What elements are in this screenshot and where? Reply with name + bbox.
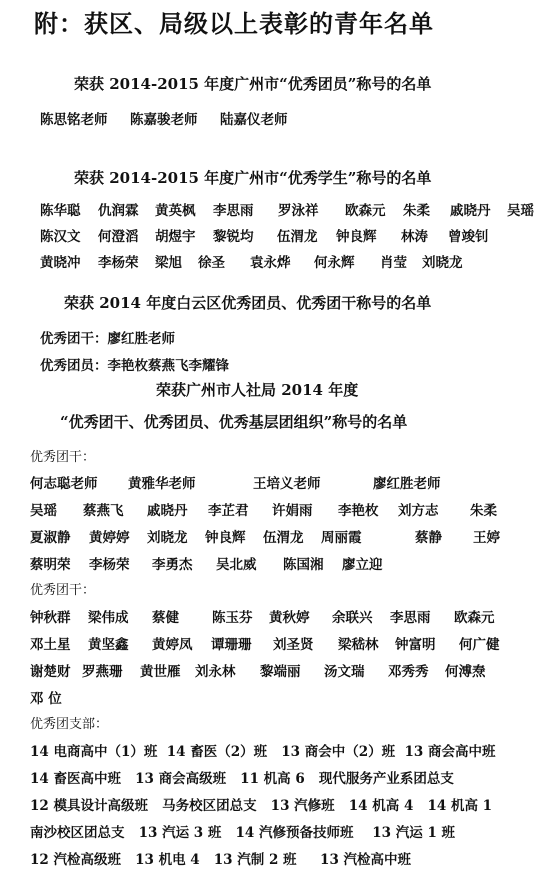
label-branch: 优秀团支部： [30, 717, 109, 732]
s4-member-row2 [30, 526, 513, 546]
person-name: 陈嘉骏老师 [130, 112, 198, 128]
person-name: 李耀锋 [188, 358, 229, 374]
person-name: 黄秋婷 [269, 610, 310, 626]
person-name: 李思雨 [390, 610, 431, 626]
section-title-excellent-students: 荣获 2014-2015 年度广州市“优秀学生”称号的名单 [74, 169, 432, 187]
section-title-hr-bureau-2: “优秀团干、优秀团员、优秀基层团组织”称号的名单 [60, 413, 408, 431]
person-name: 戚晓丹 [450, 203, 491, 219]
person-name: 刘晓龙 [422, 255, 463, 271]
person-name: 戚晓丹 [147, 503, 188, 519]
person-name: 罗泳祥 [278, 203, 319, 219]
s3-member-line [40, 354, 229, 374]
person-name: 谭珊珊 [211, 637, 252, 653]
person-name: 胡煜宇 [155, 229, 196, 245]
person-name: 袁永烨 [250, 255, 291, 271]
person-name: 蔡健 [152, 610, 179, 626]
person-name: 黄雅华老师 [128, 476, 196, 492]
person-name: 曾竣钊 [448, 229, 489, 245]
person-name: 许娟雨 [272, 503, 313, 519]
person-name: 吴北威 [216, 557, 257, 573]
person-name: 李杨荣 [89, 557, 130, 573]
person-name: 肖莹 [380, 255, 407, 271]
person-name: 王婷 [473, 530, 500, 546]
person-name: 梁嵇林 [338, 637, 379, 653]
person-name: 陈玉芬 [212, 610, 253, 626]
s3-member-label: 优秀团员： [40, 358, 108, 374]
page-title: 附：获区、局级以上表彰的青年名单 [34, 9, 434, 38]
person-name: 李艳枚 [338, 503, 379, 519]
person-name: 夏淑静 [30, 530, 71, 546]
person-name: 钟秋群 [30, 610, 71, 626]
person-name: 何溥焘 [445, 664, 486, 680]
s3-cadre-line: 优秀团干：廖红胜老师 [40, 331, 175, 347]
s2-row2 [40, 225, 498, 245]
label-cadre: 优秀团干： [30, 450, 96, 465]
section-title-hr-bureau-1: 荣获广州市人社局 2014 年度 [156, 381, 359, 399]
person-name: 林涛 [401, 229, 428, 245]
s4-cadre2-row1 [30, 606, 494, 626]
person-name: 钟富明 [395, 637, 436, 653]
person-name: 邓秀秀 [388, 664, 429, 680]
person-name: 周丽霞 [321, 530, 362, 546]
branch-row5: 12 汽检高级班 13 机电 4 13 汽制 2 班 13 汽检高中班 [30, 852, 412, 868]
person-name: 伍渭龙 [263, 530, 304, 546]
branch-row4: 南沙校区团总支 13 汽运 3 班 14 汽修预备技师班 13 汽运 1 班 [30, 825, 456, 841]
branch-row1: 14 电商高中（1）班 14 畜医（2）班 13 商会中（2）班 13 商会高中班 [30, 744, 496, 760]
person-name: 廖红胜老师 [373, 476, 441, 492]
s4-cadre2-row4 [30, 687, 70, 707]
person-name: 李思雨 [213, 203, 254, 219]
s4-cadre2-row2 [30, 633, 499, 653]
person-name: 蔡静 [415, 530, 442, 546]
s1-names [40, 108, 310, 128]
s4-cadre-row [30, 472, 473, 492]
label-cadre-2: 优秀团干： [30, 583, 96, 598]
section-title-baiyun: 荣获 2014 年度白云区优秀团员、优秀团干称号的名单 [64, 294, 432, 312]
person-name: 陈思铭老师 [40, 112, 108, 128]
person-name: 钟良辉 [336, 229, 377, 245]
person-name: 谢楚财 [30, 664, 71, 680]
person-name: 陆嘉仪老师 [220, 112, 288, 128]
person-name: 伍渭龙 [277, 229, 318, 245]
s4-member-row3 [30, 553, 402, 573]
person-name: 廖立迎 [342, 557, 383, 573]
person-name: 李勇杰 [152, 557, 193, 573]
person-name: 王培义老师 [253, 476, 321, 492]
person-name: 黄婷凤 [152, 637, 193, 653]
branch-row2: 14 畜医高中班 13 商会高级班 11 机高 6 现代服务产业系团总支 [30, 771, 454, 787]
person-name: 朱柔 [403, 203, 430, 219]
person-name: 吴瑶 [30, 503, 57, 519]
person-name: 梁旭 [155, 255, 182, 271]
person-name: 李艳枚 [107, 358, 148, 374]
s4-cadre2-row3 [30, 660, 485, 680]
person-name: 罗燕珊 [82, 664, 123, 680]
person-name: 黎锐均 [213, 229, 254, 245]
person-name: 朱柔 [470, 503, 497, 519]
person-name: 钟良辉 [205, 530, 246, 546]
section-title-excellent-members: 荣获 2014-2015 年度广州市“优秀团员”称号的名单 [74, 75, 432, 93]
person-name: 何永辉 [314, 255, 355, 271]
person-name: 李芷君 [208, 503, 249, 519]
person-name: 何广健 [459, 637, 500, 653]
person-name: 李杨荣 [98, 255, 139, 271]
person-name: 蔡燕飞 [148, 358, 189, 374]
person-name: 黄坚鑫 [88, 637, 129, 653]
person-name: 刘圣贤 [273, 637, 314, 653]
person-name: 刘晓龙 [147, 530, 188, 546]
branch-row3: 12 模具设计高级班 马务校区团总支 13 汽修班 14 机高 4 14 机高 1 [30, 798, 493, 814]
person-name: 余联兴 [332, 610, 373, 626]
person-name: 邓 位 [30, 691, 62, 707]
person-name: 何志聪老师 [30, 476, 98, 492]
s2-row1 [40, 199, 547, 219]
person-name: 陈国湘 [283, 557, 324, 573]
person-name: 黄婷婷 [89, 530, 130, 546]
person-name: 欧森元 [345, 203, 386, 219]
person-name: 黄世雁 [140, 664, 181, 680]
person-name: 欧森元 [454, 610, 495, 626]
person-name: 仇润霖 [98, 203, 139, 219]
person-name: 邓土星 [30, 637, 71, 653]
person-name: 陈汉文 [40, 229, 81, 245]
person-name: 陈华聪 [40, 203, 81, 219]
person-name: 黄晓冲 [40, 255, 81, 271]
person-name: 汤文瑞 [324, 664, 365, 680]
person-name: 刘方志 [398, 503, 439, 519]
person-name: 徐圣 [198, 255, 225, 271]
person-name: 蔡燕飞 [83, 503, 124, 519]
person-name: 黄英枫 [155, 203, 196, 219]
s2-row3 [40, 251, 472, 271]
person-name: 吴瑶 [507, 203, 534, 219]
person-name: 梁伟成 [88, 610, 129, 626]
person-name: 刘永林 [195, 664, 236, 680]
person-name: 蔡明荣 [30, 557, 71, 573]
person-name: 黎端丽 [260, 664, 301, 680]
person-name: 何澄滔 [98, 229, 139, 245]
s4-member-row1 [30, 499, 510, 519]
s3-member-names [108, 358, 230, 374]
